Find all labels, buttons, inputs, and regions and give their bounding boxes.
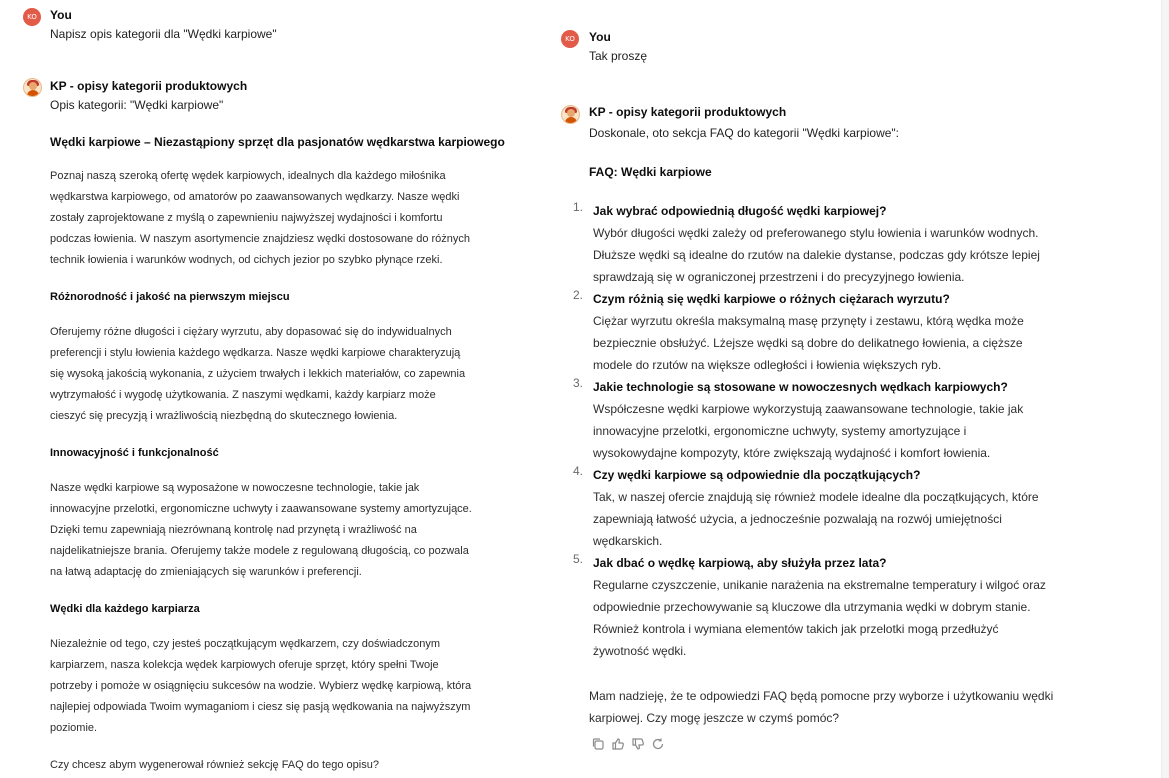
user-avatar: KO: [23, 8, 41, 26]
faq-title: FAQ: Wędki karpiowe: [589, 165, 712, 179]
user-author: You: [589, 30, 611, 44]
faq-question: Jakie technologie są stosowane w nowoczesnych wędkach karpiowych?: [593, 380, 1008, 394]
left-conversation: [0, 0, 540, 778]
right-conversation: [540, 0, 1155, 778]
bot-avatar: [561, 105, 580, 124]
bot-avatar: [23, 78, 42, 97]
faq-number: 4.: [573, 464, 584, 478]
faq-question: Czym różnią się wędki karpiowe o różnych ciężarach wyrzutu?: [593, 292, 950, 306]
regenerate-icon[interactable]: [651, 737, 665, 751]
description-paragraph-4: Niezależnie od tego, czy jesteś początkującym wędkarzem, czy doświadczonym karpiarzem, nasza kolekcja wędek karpiowych oferuje sprzęt, który spełni Twoje potrzeby i pomoże w osiągnięciu sukcesów na wodzie. Wybierz wędkę karpiową, która najlepiej odpowiada Twoim wymaganiom i ciesz się pasją wędkowania na najwyższym poziomie.: [50, 638, 472, 734]
bot-closing: Mam nadzieję, że te odpowiedzi FAQ będą pomocne przy wyborze i użytkowaniu wędki karpiowej. Czy mogę jeszcze w czymś pomóc?: [589, 689, 1054, 725]
faq-item: [573, 200, 1133, 288]
bot-author: KP - opisy kategorii produktowych: [50, 79, 248, 93]
section-title-2: Innowacyjność i funkcjonalność: [50, 447, 219, 459]
bot-intro: Opis kategorii: "Wędki karpiowe": [50, 98, 224, 112]
description-paragraph-1: Poznaj naszą szeroką ofertę wędek karpiowych, idealnych dla każdego miłośnika wędkarstwa karpiowego, od amatorów po zaawansowanych wędkarzy. Nasze wędki zostały zaprojektowane z myślą o zapewnieniu najwyższej wydajności i komfortu podczas łowienia. W naszym asortymencie znajdziesz wędki dostosowane do różnych technik łowienia i warunków wodnych, od cichych jezior po szybko płynące rzeki.: [50, 170, 471, 266]
faq-number: 5.: [573, 552, 584, 566]
thumbs-up-icon[interactable]: [611, 737, 625, 751]
faq-number: 2.: [573, 288, 584, 302]
faq-answer: Ciężar wyrzutu określa maksymalną masę przynęty i zestawu, którą wędka może bezpiecznie obsłużyć. Lżejsze wędki są dobre do delikatnego łowienia, a cięższe modele do rzutów na większe odległości i łowienia większych ryb.: [593, 314, 1024, 372]
bot-intro: Doskonale, oto sekcja FAQ do kategorii "Wędki karpiowe":: [589, 126, 899, 140]
user-avatar: KO: [561, 30, 579, 48]
section-title-3: Wędki dla każdego karpiarza: [50, 603, 200, 615]
user-message-text: Napisz opis kategorii dla "Wędki karpiowe": [50, 27, 277, 41]
faq-item: [573, 376, 1133, 464]
faq-question: Czy wędki karpiowe są odpowiednie dla początkujących?: [593, 468, 921, 482]
faq-answer: Współczesne wędki karpiowe wykorzystują zaawansowane technologie, takie jak innowacyjne przelotki, ergonomiczne uchwyty, systemy amortyzujące i wysokowydajne kompozyty, które zwiększają wydajność i komfort łowienia.: [593, 402, 1024, 460]
bot-author: KP - opisy kategorii produktowych: [589, 105, 787, 119]
faq-answer: Regularne czyszczenie, unikanie narażenia na ekstremalne temperatury i wilgoć oraz odpowiednie przechowywanie są kluczowe dla utrzymania wędki w dobrym stanie. Również kontrola i wymiana elementów takich jak przelotki mogą przedłużyć żywotność wędki.: [593, 578, 1046, 658]
section-title-1: Różnorodność i jakość na pierwszym miejscu: [50, 291, 290, 303]
scrollbar[interactable]: [1161, 0, 1169, 778]
copy-icon[interactable]: [591, 737, 605, 751]
description-paragraph-3: Nasze wędki karpiowe są wyposażone w nowoczesne technologie, takie jak innowacyjne przelotki, ergonomiczne uchwyty i zaawansowane systemy amortyzujące. Dzięki temu zapewniają niezrównaną kontrolę nad przynętą i wrażliwość na najdelikatniejsze brania. Oferujemy także modele z regulowaną długością, co pozwala na łatwą adaptację do zmieniających się warunków i preferencji.: [50, 482, 472, 578]
user-message-text: Tak proszę: [589, 49, 648, 63]
faq-answer: Wybór długości wędki zależy od preferowanego stylu łowienia i warunków wodnych. Dłuższe wędki są idealne do rzutów na dalekie dystanse, podczas gdy krótsze lepiej sprawdzają się w ograniczonej przestrzeni i do precyzyjnego łowienia.: [593, 226, 1040, 284]
faq-item: [573, 552, 1133, 662]
description-paragraph-2: Oferujemy różne długości i ciężary wyrzutu, aby dopasować się do indywidualnych preferencji i stylu łowienia każdego wędkarza. Nasze wędki karpiowe charakteryzują się wysoką jakością wykonania, z użyciem trwałych i lekkich materiałów, co zapewnia wytrzymałość i wygodę użytkowania. Z naszymi wędkami, każdy karpiarz może cieszyć się precyzją i wrażliwością niezbędną do skutecznego łowienia.: [50, 326, 466, 422]
thumbs-down-icon[interactable]: [631, 737, 645, 751]
description-closing: Czy chcesz abym wygenerował również sekcję FAQ do tego opisu?: [50, 759, 379, 771]
user-author: You: [50, 8, 72, 22]
faq-number: 3.: [573, 376, 584, 390]
description-heading: Wędki karpiowe – Niezastąpiony sprzęt dla pasjonatów wędkarstwa karpiowego: [50, 135, 505, 149]
faq-question: Jak dbać o wędkę karpiową, aby służyła przez lata?: [593, 556, 887, 570]
faq-item: [573, 288, 1133, 376]
faq-question: Jak wybrać odpowiednią długość wędki karpiowej?: [593, 204, 887, 218]
faq-number: 1.: [573, 200, 584, 214]
faq-item: [573, 464, 1133, 552]
faq-answer: Tak, w naszej ofercie znajdują się również modele idealne dla początkujących, które zapewniają łatwość użycia, a jednocześnie pozwalają na rozwój umiejętności wędkarskich.: [593, 490, 1039, 548]
faq-list: [573, 200, 1133, 662]
